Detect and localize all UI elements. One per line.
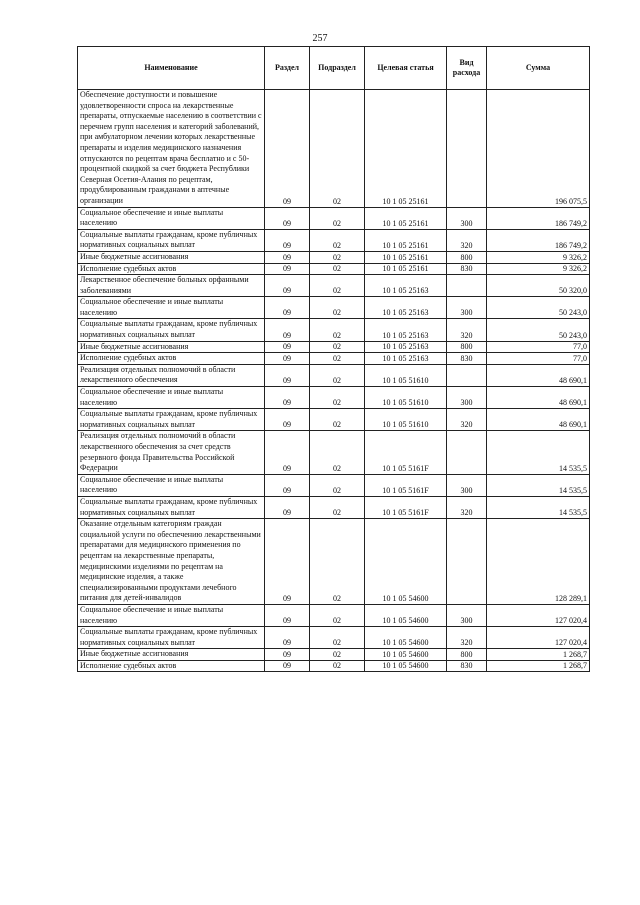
row-target: 10 1 05 5161F: [365, 431, 447, 474]
row-section: 09: [265, 263, 310, 275]
table-row: [78, 275, 590, 297]
row-name: Исполнение судебных актов: [78, 660, 265, 672]
header-expense-type: Вид расхода: [447, 47, 487, 90]
row-name: Исполнение судебных актов: [78, 353, 265, 365]
row-subsection: 02: [310, 341, 365, 353]
row-name: Социальные выплаты гражданам, кроме публичных нормативных социальных выплат: [78, 496, 265, 518]
row-section: 09: [265, 353, 310, 365]
row-section: 09: [265, 409, 310, 431]
row-expense-type: 800: [447, 341, 487, 353]
row-target: 10 1 05 25161: [365, 251, 447, 263]
row-name: Социальное обеспечение и иные выплаты населению: [78, 207, 265, 229]
row-section: 09: [265, 387, 310, 409]
row-expense-type: 320: [447, 319, 487, 341]
row-section: 09: [265, 90, 310, 208]
row-expense-type: 300: [447, 387, 487, 409]
table-row: [78, 474, 590, 496]
row-name: Иные бюджетные ассигнования: [78, 649, 265, 661]
budget-table: [77, 46, 590, 672]
table-row: [78, 353, 590, 365]
row-section: 09: [265, 275, 310, 297]
row-expense-type: 300: [447, 604, 487, 626]
row-subsection: 02: [310, 207, 365, 229]
table-row: [78, 660, 590, 672]
row-amount: 1 268,7: [487, 649, 590, 661]
table-row: [78, 229, 590, 251]
row-section: 09: [265, 297, 310, 319]
row-subsection: 02: [310, 604, 365, 626]
row-amount: 186 749,2: [487, 229, 590, 251]
row-subsection: 02: [310, 229, 365, 251]
table-row: [78, 387, 590, 409]
row-name: Социальное обеспечение и иные выплаты населению: [78, 604, 265, 626]
table-row: [78, 431, 590, 474]
row-amount: 77,0: [487, 353, 590, 365]
row-target: 10 1 05 54600: [365, 649, 447, 661]
row-expense-type: 300: [447, 297, 487, 319]
row-subsection: 02: [310, 364, 365, 386]
row-target: 10 1 05 25161: [365, 90, 447, 208]
row-name: Социальные выплаты гражданам, кроме публичных нормативных социальных выплат: [78, 229, 265, 251]
header-amount: Сумма: [487, 47, 590, 90]
table-row: [78, 496, 590, 518]
table-row: [78, 604, 590, 626]
row-expense-type: 320: [447, 496, 487, 518]
row-expense-type: 800: [447, 251, 487, 263]
row-section: 09: [265, 496, 310, 518]
row-expense-type: 320: [447, 409, 487, 431]
table-row: [78, 90, 590, 208]
row-expense-type: 320: [447, 627, 487, 649]
row-amount: 50 320,0: [487, 275, 590, 297]
row-expense-type: 300: [447, 474, 487, 496]
row-target: 10 1 05 5161F: [365, 496, 447, 518]
row-section: 09: [265, 627, 310, 649]
row-section: 09: [265, 341, 310, 353]
row-target: 10 1 05 25161: [365, 207, 447, 229]
row-expense-type: 830: [447, 660, 487, 672]
row-name: Обеспечение доступности и повышение удовлетворенности спроса на лекарственные препараты, отпускаемые населению в соответствии с перечнем групп населения и категорий заболеваний, при амбулаторном лечении которых лекарственные препараты и изделия медицинского назначения отпускаются по рецептам врача бесплатно и с 50-процентной скидкой за счет бюджета Республики Северная Осетия-Алания по рецептам, продублированным гражданами в аптечные организации: [78, 90, 265, 208]
row-subsection: 02: [310, 251, 365, 263]
header-target: Целевая статья: [365, 47, 447, 90]
row-target: 10 1 05 51610: [365, 387, 447, 409]
row-expense-type: 320: [447, 229, 487, 251]
row-amount: 48 690,1: [487, 409, 590, 431]
row-target: 10 1 05 25163: [365, 275, 447, 297]
row-subsection: 02: [310, 496, 365, 518]
row-subsection: 02: [310, 660, 365, 672]
row-expense-type: 830: [447, 263, 487, 275]
page-number: 257: [312, 33, 328, 44]
row-name: Иные бюджетные ассигнования: [78, 341, 265, 353]
row-amount: 50 243,0: [487, 319, 590, 341]
header-subsection: Подраздел: [310, 47, 365, 90]
row-section: 09: [265, 431, 310, 474]
row-section: 09: [265, 207, 310, 229]
row-expense-type: 800: [447, 649, 487, 661]
table-row: [78, 251, 590, 263]
row-expense-type: 300: [447, 207, 487, 229]
table-row: [78, 263, 590, 275]
row-name: Реализация отдельных полномочий в области лекарственного обеспечения: [78, 364, 265, 386]
row-subsection: 02: [310, 90, 365, 208]
row-section: 09: [265, 474, 310, 496]
row-subsection: 02: [310, 275, 365, 297]
row-subsection: 02: [310, 353, 365, 365]
table-header: [78, 47, 590, 90]
row-expense-type: 830: [447, 353, 487, 365]
row-amount: 127 020,4: [487, 627, 590, 649]
row-amount: 9 326,2: [487, 263, 590, 275]
row-name: Иные бюджетные ассигнования: [78, 251, 265, 263]
row-target: 10 1 05 25163: [365, 297, 447, 319]
row-amount: 196 075,5: [487, 90, 590, 208]
row-target: 10 1 05 25161: [365, 229, 447, 251]
row-name: Социальное обеспечение и иные выплаты населению: [78, 387, 265, 409]
row-expense-type: [447, 364, 487, 386]
table-row: [78, 319, 590, 341]
row-expense-type: [447, 90, 487, 208]
table-row: [78, 519, 590, 605]
row-amount: 128 289,1: [487, 519, 590, 605]
row-section: 09: [265, 649, 310, 661]
row-subsection: 02: [310, 319, 365, 341]
row-name: Лекарственное обеспечение больных орфанными заболеваниями: [78, 275, 265, 297]
row-subsection: 02: [310, 387, 365, 409]
row-amount: 50 243,0: [487, 297, 590, 319]
row-section: 09: [265, 519, 310, 605]
row-subsection: 02: [310, 474, 365, 496]
row-section: 09: [265, 229, 310, 251]
row-amount: 14 535,5: [487, 431, 590, 474]
row-subsection: 02: [310, 409, 365, 431]
row-target: 10 1 05 25161: [365, 263, 447, 275]
row-name: Исполнение судебных актов: [78, 263, 265, 275]
row-amount: 186 749,2: [487, 207, 590, 229]
table-row: [78, 297, 590, 319]
row-amount: 127 020,4: [487, 604, 590, 626]
table-row: [78, 207, 590, 229]
row-name: Социальное обеспечение и иные выплаты населению: [78, 474, 265, 496]
row-name: Социальные выплаты гражданам, кроме публичных нормативных социальных выплат: [78, 627, 265, 649]
row-amount: 14 535,5: [487, 496, 590, 518]
row-target: 10 1 05 54600: [365, 604, 447, 626]
row-section: 09: [265, 251, 310, 263]
header-name: Наименование: [78, 47, 265, 90]
row-subsection: 02: [310, 297, 365, 319]
row-expense-type: [447, 519, 487, 605]
row-amount: 14 535,5: [487, 474, 590, 496]
row-amount: 9 326,2: [487, 251, 590, 263]
row-amount: 48 690,1: [487, 364, 590, 386]
row-subsection: 02: [310, 649, 365, 661]
row-subsection: 02: [310, 627, 365, 649]
row-amount: 1 268,7: [487, 660, 590, 672]
table-row: [78, 341, 590, 353]
row-target: 10 1 05 51610: [365, 364, 447, 386]
row-target: 10 1 05 54600: [365, 519, 447, 605]
table-row: [78, 627, 590, 649]
row-section: 09: [265, 604, 310, 626]
row-target: 10 1 05 54600: [365, 627, 447, 649]
row-target: 10 1 05 25163: [365, 341, 447, 353]
row-name: Социальное обеспечение и иные выплаты населению: [78, 297, 265, 319]
row-section: 09: [265, 660, 310, 672]
row-section: 09: [265, 364, 310, 386]
row-amount: 48 690,1: [487, 387, 590, 409]
row-name: Социальные выплаты гражданам, кроме публичных нормативных социальных выплат: [78, 319, 265, 341]
table-row: [78, 409, 590, 431]
row-target: 10 1 05 25163: [365, 319, 447, 341]
table-row: [78, 649, 590, 661]
table-body: [78, 90, 590, 672]
row-amount: 77,0: [487, 341, 590, 353]
row-target: 10 1 05 54600: [365, 660, 447, 672]
row-subsection: 02: [310, 519, 365, 605]
row-subsection: 02: [310, 431, 365, 474]
row-section: 09: [265, 319, 310, 341]
table-row: [78, 364, 590, 386]
row-name: Оказание отдельным категориям граждан социальной услуги по обеспечению лекарственными препаратами для медицинского применения по рецептам на лекарственные препараты, медицинскими изделиями по рецептам на медицинские изделия, а также специализированными продуктами лечебного питания для детей-инвалидов: [78, 519, 265, 605]
row-target: 10 1 05 5161F: [365, 474, 447, 496]
row-target: 10 1 05 25163: [365, 353, 447, 365]
row-target: 10 1 05 51610: [365, 409, 447, 431]
header-section: Раздел: [265, 47, 310, 90]
row-name: Реализация отдельных полномочий в области лекарственного обеспечения за счет средств резервного фонда Правительства Российской Федерации: [78, 431, 265, 474]
row-name: Социальные выплаты гражданам, кроме публичных нормативных социальных выплат: [78, 409, 265, 431]
row-expense-type: [447, 275, 487, 297]
row-expense-type: [447, 431, 487, 474]
row-subsection: 02: [310, 263, 365, 275]
